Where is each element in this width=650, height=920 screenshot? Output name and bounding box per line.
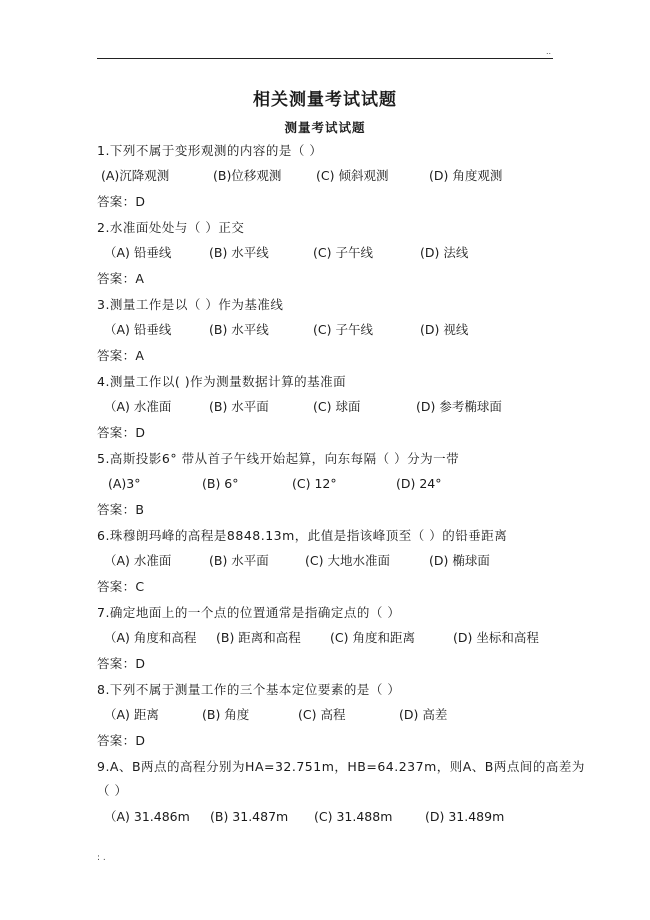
option-d: (D) 31.489m <box>425 809 505 824</box>
option-a: (A)沉降观测 <box>101 168 170 183</box>
option-c: (C) 12° <box>292 476 337 491</box>
option-a: （A) 铅垂线 <box>104 245 172 260</box>
question-text: 7.确定地面上的一个点的位置通常是指确定点的（ ） <box>97 605 401 620</box>
option-a: (A)3° <box>108 476 141 491</box>
answer-text: 答案：D <box>97 194 146 209</box>
option-d: (D) 坐标和高程 <box>453 630 539 645</box>
question-text: 1.下列不属于变形观测的内容的是（ ） <box>97 143 323 158</box>
option-d: (D) 椭球面 <box>429 553 490 568</box>
document-subtitle: 测量考试试题 <box>284 120 366 135</box>
option-d: (D) 参考椭球面 <box>416 399 502 414</box>
option-d: (D) 角度观测 <box>429 168 503 183</box>
option-c: (C) 31.488m <box>314 809 393 824</box>
option-b: (B) 水平面 <box>209 553 269 568</box>
option-b: (B)位移观测 <box>213 168 282 183</box>
question-text: 2.水准面处处与（ ）正交 <box>97 220 245 235</box>
footer-mark: : . <box>97 853 106 863</box>
option-a: （A) 水准面 <box>104 553 172 568</box>
option-b: (B) 6° <box>202 476 239 491</box>
option-c: (C) 高程 <box>298 707 346 722</box>
question-text: 3.测量工作是以（ ）作为基准线 <box>97 297 284 312</box>
option-c: (C) 角度和距离 <box>330 630 415 645</box>
question-text-continued: （ ） <box>97 783 128 798</box>
option-c: (C) 子午线 <box>313 322 373 337</box>
document-title: 相关测量考试试题 <box>253 90 397 110</box>
answer-text: 答案：A <box>97 348 145 363</box>
option-a: （A) 水准面 <box>104 399 172 414</box>
answer-text: 答案：C <box>97 579 145 594</box>
option-a: （A) 铅垂线 <box>104 322 172 337</box>
option-b: (B) 距离和高程 <box>216 630 301 645</box>
answer-text: 答案：D <box>97 656 146 671</box>
option-c: (C) 大地水准面 <box>305 553 390 568</box>
answer-text: 答案：D <box>97 733 146 748</box>
header-rule <box>97 58 553 59</box>
option-b: (B) 31.487m <box>210 809 289 824</box>
option-a: （A) 距离 <box>104 707 159 722</box>
answer-text: 答案：B <box>97 502 145 517</box>
option-c: (C) 倾斜观测 <box>316 168 389 183</box>
question-text: 6.珠穆朗玛峰的高程是8848.13m，此值是指该峰顶至（ ）的铅垂距离 <box>97 528 508 543</box>
option-b: (B) 角度 <box>202 707 250 722</box>
option-d: (D) 24° <box>396 476 442 491</box>
option-d: (D) 高差 <box>399 707 448 722</box>
option-a: （A) 31.486m <box>104 809 190 824</box>
option-a: （A) 角度和高程 <box>104 630 197 645</box>
option-b: (B) 水平面 <box>209 399 269 414</box>
answer-text: 答案：A <box>97 271 145 286</box>
option-c: (C) 子午线 <box>313 245 373 260</box>
answer-text: 答案：D <box>97 425 146 440</box>
header-mark: .. <box>546 47 552 56</box>
option-b: (B) 水平线 <box>209 245 269 260</box>
question-text: 9.A、B两点的高程分别为HA=32.751m，HB=64.237m，则A、B两点间的高差为 <box>97 759 585 774</box>
option-c: (C) 球面 <box>313 399 361 414</box>
question-text: 5.高斯投影6° 带从首子午线开始起算，向东每隔（ ）分为一带 <box>97 451 460 466</box>
option-b: (B) 水平线 <box>209 322 269 337</box>
question-text: 8.下列不属于测量工作的三个基本定位要素的是（ ） <box>97 682 401 697</box>
option-d: (D) 法线 <box>420 245 469 260</box>
option-d: (D) 视线 <box>420 322 469 337</box>
question-text: 4.测量工作以( )作为测量数据计算的基准面 <box>97 374 347 389</box>
